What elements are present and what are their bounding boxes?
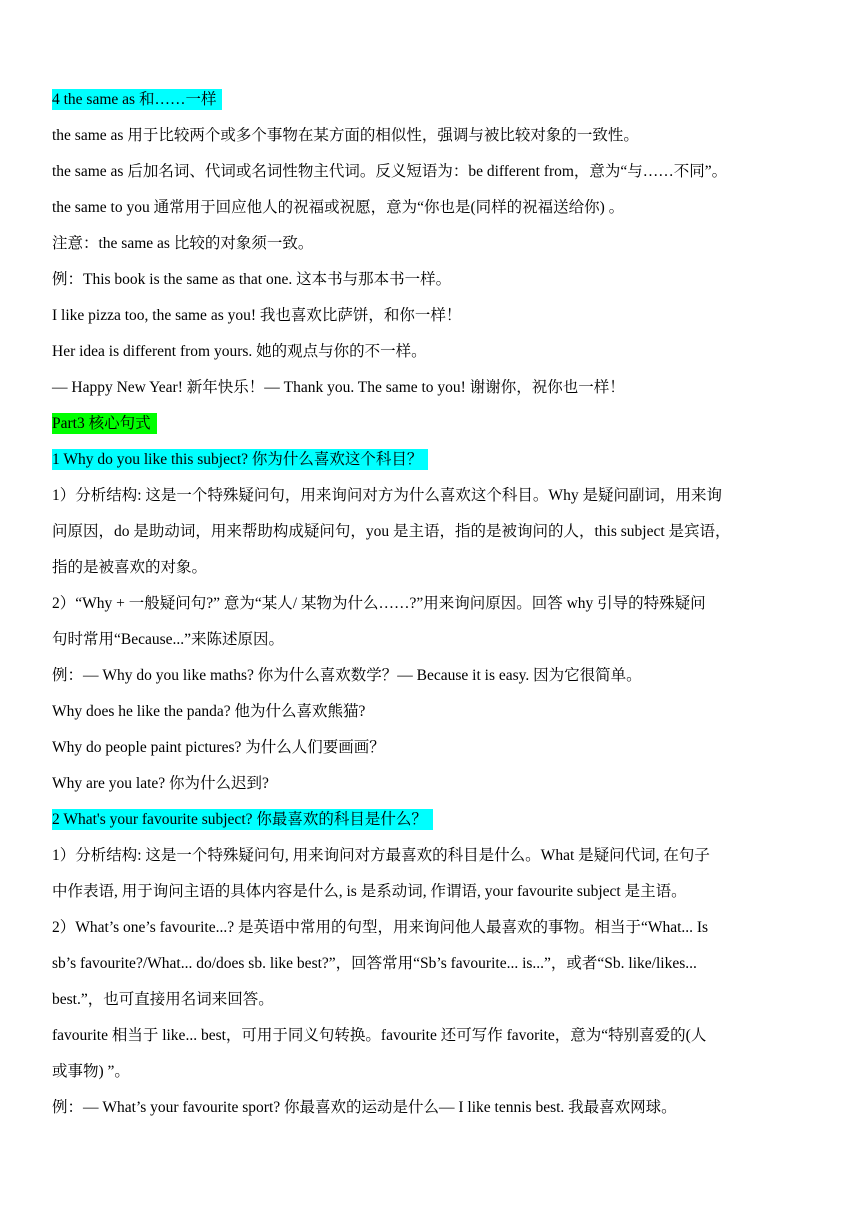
example: 例：— Why do you like maths? 你为什么喜欢数学？— Because it is easy. 因为它很简单。	[52, 667, 642, 684]
example: Why are you late? 你为什么迟到?	[52, 775, 269, 792]
example: 例：— What’s your favourite sport? 你最喜欢的运动是什么— I like tennis best. 我最喜欢网球。	[52, 1099, 677, 1116]
example: 例：This book is the same as that one. 这本书与那本书一样。	[52, 271, 452, 288]
highlight: 2 What's your favourite subject? 你最喜欢的科目是什么？	[52, 809, 433, 830]
example: Why do people paint pictures? 为什么人们要画画？	[52, 739, 385, 756]
section-heading-the-same-as	[52, 90, 812, 110]
example: I like pizza too, the same as you! 我也喜欢比萨饼，和你一样！	[52, 307, 462, 324]
paragraph: the same as 后加名词、代词或名词性物主代词。反义短语为：be different from，意为“与……不同”。	[52, 163, 728, 180]
example: Her idea is different from yours. 她的观点与你的不一样。	[52, 343, 427, 360]
highlight: 1 Why do you like this subject? 你为什么喜欢这个科目？	[52, 449, 428, 470]
paragraph: sb’s favourite?/What... do/does sb. like best?”，回答常用“Sb’s favourite... is...”，或者“Sb. like/likes...	[52, 955, 697, 972]
question-heading-why	[52, 450, 812, 470]
paragraph: the same to you 通常用于回应他人的祝福或祝愿，意为“你也是(同样的祝福送给你) 。	[52, 199, 625, 216]
part-heading	[52, 414, 812, 434]
paragraph: 指的是被喜欢的对象。	[52, 559, 208, 576]
example: Why does he like the panda? 他为什么喜欢熊猫?	[52, 703, 366, 720]
paragraph: favourite 相当于 like... best，可用于同义句转换。favourite 还可写作 favorite，意为“特别喜爱的(人	[52, 1027, 707, 1044]
paragraph: 1）分析结构: 这是一个特殊疑问句, 用来询问对方最喜欢的科目是什么。What 是疑问代词, 在句子	[52, 847, 710, 864]
paragraph: best.”，也可直接用名词来回答。	[52, 991, 274, 1008]
paragraph: 2）“Why + 一般疑问句?” 意为“某人/ 某物为什么……?”用来询问原因。回答 why 引导的特殊疑问	[52, 595, 706, 612]
paragraph: 中作表语, 用于询问主语的具体内容是什么, is 是系动词, 作谓语, your favourite subject 是主语。	[52, 883, 687, 900]
paragraph: 句时常用“Because...”来陈述原因。	[52, 631, 285, 648]
example: — Happy New Year! 新年快乐！— Thank you. The same to you! 谢谢你，祝你也一样！	[52, 379, 625, 396]
paragraph: 1）分析结构: 这是一个特殊疑问句，用来询问对方为什么喜欢这个科目。Why 是疑问副词，用来询	[52, 487, 722, 504]
note: 注意：the same as 比较的对象须一致。	[52, 235, 314, 252]
highlight: 4 the same as 和……一样	[52, 89, 222, 110]
highlight: Part3 核心句式	[52, 413, 157, 434]
question-heading-favourite	[52, 810, 812, 830]
paragraph: 问原因，do 是助动词，用来帮助构成疑问句，you 是主语，指的是被询问的人，this subject 是宾语，	[52, 523, 731, 540]
paragraph: 2）What’s one’s favourite...? 是英语中常用的句型，用来询问他人最喜欢的事物。相当于“What... Is	[52, 919, 709, 936]
paragraph: 或事物) ”。	[52, 1063, 130, 1080]
paragraph: the same as 用于比较两个或多个事物在某方面的相似性，强调与被比较对象的一致性。	[52, 127, 639, 144]
